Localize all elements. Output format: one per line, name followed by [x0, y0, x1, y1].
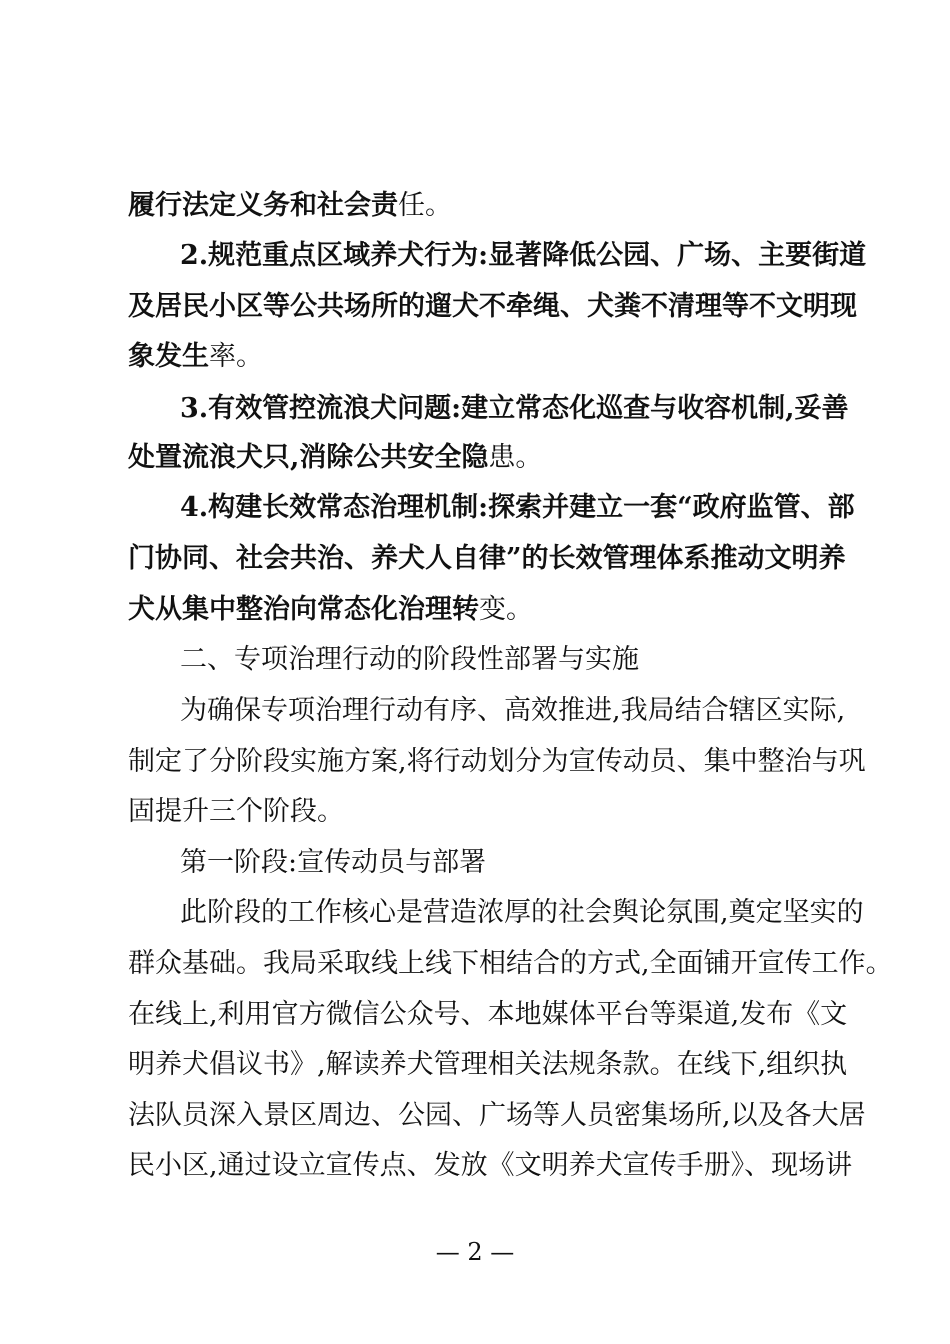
text-line: 群众基础。我局采取线上线下相结合的方式,全面铺开宣传工作。	[128, 948, 893, 979]
subsection-heading: 第一阶段:宣传动员与部署	[180, 847, 487, 878]
section-heading: 二、专项治理行动的阶段性部署与实施	[180, 644, 639, 675]
text-line: 及居民小区等公共场所的遛犬不牵绳、犬粪不清理等不文明现	[128, 291, 857, 322]
text-line: 制定了分阶段实施方案,将行动划分为宣传动员、集中整治与巩	[128, 746, 866, 777]
text-line: 固提升三个阶段。	[128, 796, 344, 827]
text-line: 此阶段的工作核心是营造浓厚的社会舆论氛围,奠定坚实的	[180, 897, 864, 928]
text-line: 法队员深入景区周边、公园、广场等人员密集场所,以及各大居	[128, 1100, 866, 1131]
text-line: 2.规范重点区域养犬行为:显著降低公园、广场、主要街道	[180, 240, 867, 271]
text-line: 明养犬倡议书》,解读养犬管理相关法规条款。在线下,组织执	[128, 1049, 848, 1080]
text-line: 门协同、社会共治、养犬人自律”的长效管理体系推动文明养	[128, 543, 846, 574]
text-line: 为确保专项治理行动有序、高效推进,我局结合辖区实际,	[180, 695, 846, 726]
page-number: — 2 —	[435, 1238, 515, 1266]
text-line: 民小区,通过设立宣传点、发放《文明养犬宣传手册》、现场讲	[128, 1150, 853, 1181]
text-line: 在线上,利用官方微信公众号、本地媒体平台等渠道,发布《文	[128, 999, 848, 1030]
text-line: 处置流浪犬只,消除公共安全隐患。	[128, 442, 543, 473]
text-line: 犬从集中整治向常态化治理转变。	[128, 594, 533, 625]
text-line: 3.有效管控流浪犬问题:建立常态化巡查与收容机制,妥善	[180, 393, 849, 424]
text-line: 象发生率。	[128, 341, 263, 372]
text-line: 4.构建长效常态治理机制:探索并建立一套“政府监管、部	[180, 492, 855, 523]
text-line: 履行法定义务和社会责任。	[128, 190, 452, 221]
